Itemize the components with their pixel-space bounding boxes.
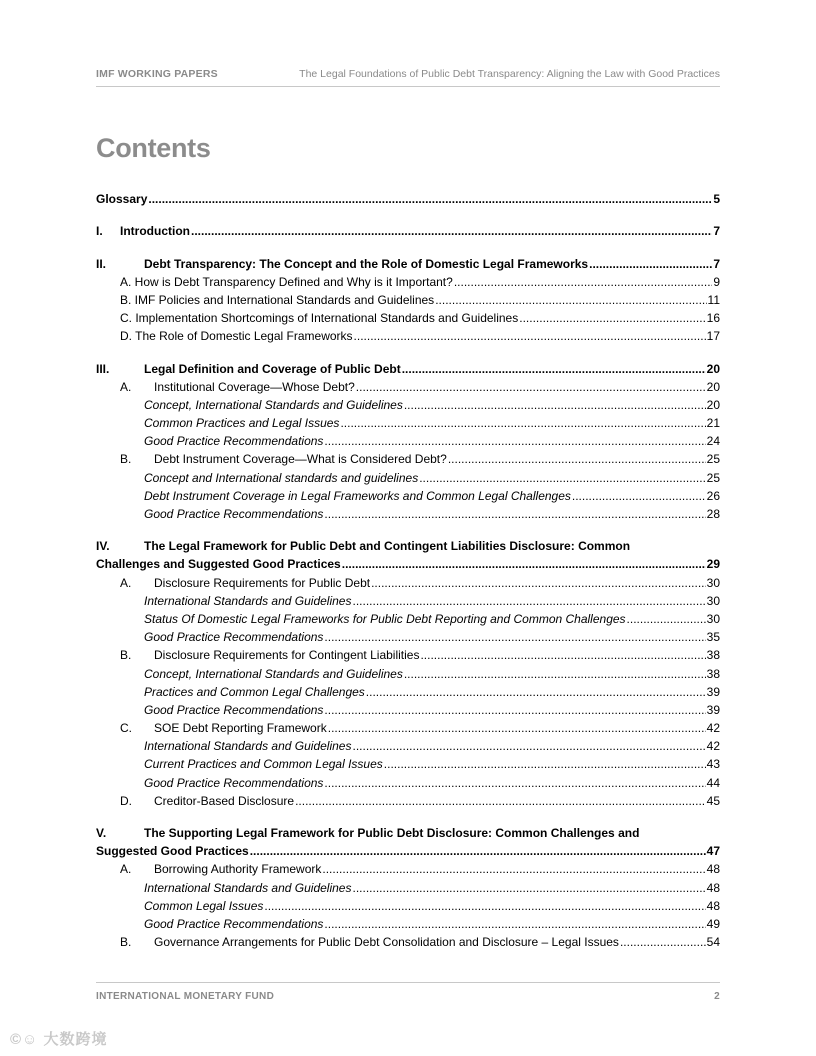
watermark-logo: ©☺ 大数跨境 — [10, 1031, 108, 1048]
toc-entry-title: Concept, International Standards and Guidelines — [144, 397, 403, 412]
toc-subsection-letter: D. — [120, 793, 132, 808]
toc-entry-title: Concept and International standards and guidelines — [144, 470, 419, 485]
toc-leader-dots — [572, 487, 706, 505]
toc-page-number: 30 — [706, 593, 720, 608]
toc-leader-dots — [356, 378, 706, 396]
toc-entry-title: Good Practice Recommendations — [144, 630, 324, 645]
toc-leader-dots — [435, 291, 706, 309]
page-number: 2 — [714, 991, 720, 1002]
toc-subsection-letter: A. — [120, 575, 132, 590]
toc-leader-dots — [250, 842, 706, 860]
toc-section-number: II. — [96, 256, 107, 271]
toc-entry[interactable] — [96, 915, 720, 933]
toc-entry[interactable] — [96, 414, 720, 432]
toc-page-number: 7 — [713, 224, 720, 239]
toc-entry[interactable] — [96, 505, 720, 523]
toc-entry[interactable] — [96, 190, 720, 208]
toc-section-number: V. — [96, 825, 107, 840]
toc-entry-title: Glossary — [96, 192, 148, 207]
toc-entry-title: Introduction — [120, 224, 190, 239]
toc-page-number: 25 — [706, 452, 720, 467]
toc-entry-title: Governance Arrangements for Public Debt Consolidation and Disclosure – Legal Issues — [154, 935, 619, 950]
toc-leader-dots — [324, 701, 705, 719]
toc-leader-dots — [322, 860, 705, 878]
toc-leader-dots — [264, 897, 705, 915]
toc-entry-title: Borrowing Authority Framework — [154, 862, 322, 877]
toc-page-number: 42 — [706, 721, 720, 736]
toc-entry-title: SOE Debt Reporting Framework — [154, 721, 327, 736]
toc-leader-dots — [519, 309, 705, 327]
toc-entry-title: Status Of Domestic Legal Frameworks for Public Debt Reporting and Common Challenges — [144, 611, 626, 626]
toc-entry-title: A. How is Debt Transparency Defined and Why is it Important? — [120, 274, 453, 289]
page-title: Contents — [96, 133, 211, 163]
toc-leader-dots — [324, 915, 705, 933]
toc-page-number: 38 — [706, 648, 720, 663]
toc-entry[interactable] — [96, 573, 720, 591]
toc-entry[interactable] — [96, 378, 720, 396]
toc-page-number: 44 — [706, 775, 720, 790]
toc-section-title: The Legal Framework for Public Debt and Contingent Liabilities Disclosure: Common — [144, 539, 631, 553]
toc-leader-dots — [454, 273, 713, 291]
toc-entry-title: Good Practice Recommendations — [144, 916, 324, 931]
toc-leader-dots — [366, 683, 706, 701]
toc-leader-dots — [295, 792, 706, 810]
toc-leader-dots — [354, 327, 706, 345]
toc-entry[interactable] — [96, 592, 720, 610]
toc-page-number: 48 — [706, 880, 720, 895]
toc-leader-dots — [148, 190, 712, 208]
toc-leader-dots — [448, 450, 706, 468]
toc-entry-title: Current Practices and Common Legal Issues — [144, 757, 383, 772]
toc-section-heading[interactable] — [96, 824, 720, 842]
toc-section-number: III. — [96, 361, 110, 376]
toc-entry-title: Good Practice Recommendations — [144, 775, 324, 790]
toc-entry-title: Practices and Common Legal Challenges — [144, 684, 365, 699]
toc-entry[interactable] — [96, 254, 720, 272]
toc-subsection-letter: A. — [120, 379, 132, 394]
footer-publisher: INTERNATIONAL MONETARY FUND — [96, 991, 275, 1002]
toc-entry-title: Debt Transparency: The Concept and the Role of Domestic Legal Frameworks — [144, 256, 589, 271]
toc-leader-dots — [404, 665, 706, 683]
toc-page-number: 16 — [706, 311, 720, 326]
toc-entry[interactable] — [96, 273, 720, 291]
toc-entry[interactable] — [96, 291, 720, 309]
toc-page-number: 45 — [706, 793, 720, 808]
toc-entry-title: Concept, International Standards and Guidelines — [144, 666, 403, 681]
toc-page-number: 38 — [706, 666, 720, 681]
toc-leader-dots — [324, 505, 705, 523]
toc-page-number: 54 — [706, 935, 720, 950]
toc-leader-dots — [340, 414, 705, 432]
toc-entry[interactable] — [96, 359, 720, 377]
toc-leader-dots — [371, 574, 706, 592]
toc-entry[interactable] — [96, 737, 720, 755]
toc-entry[interactable] — [96, 664, 720, 682]
toc-page-number: 29 — [706, 557, 720, 572]
toc-page-number: 25 — [706, 470, 720, 485]
toc-leader-dots — [324, 432, 705, 450]
toc-leader-dots — [324, 628, 705, 646]
toc-entry[interactable] — [96, 933, 720, 951]
toc-leader-dots — [352, 879, 705, 897]
toc-entry[interactable] — [96, 683, 720, 701]
toc-entry-title: Common Practices and Legal Issues — [144, 416, 340, 431]
toc-entry[interactable] — [96, 897, 720, 915]
toc-leader-dots — [620, 933, 706, 951]
toc-entry[interactable] — [96, 719, 720, 737]
toc-page-number: 49 — [706, 916, 720, 931]
toc-entry-title: Common Legal Issues — [144, 898, 264, 913]
toc-entry-title: Good Practice Recommendations — [144, 702, 324, 717]
toc-entry-title: Debt Instrument Coverage in Legal Frameworks and Common Legal Challenges — [144, 488, 571, 503]
toc-entry[interactable] — [96, 555, 720, 573]
toc-page-number: 39 — [706, 702, 720, 717]
toc-page-number: 47 — [706, 844, 720, 859]
toc-entry[interactable] — [96, 450, 720, 468]
toc-subsection-letter: C. — [120, 721, 132, 736]
toc-entry-title: Disclosure Requirements for Contingent Liabilities — [154, 648, 420, 663]
toc-entry-title: International Standards and Guidelines — [144, 739, 352, 754]
toc-entry[interactable] — [96, 432, 720, 450]
toc-entry[interactable] — [96, 628, 720, 646]
toc-leader-dots — [627, 610, 706, 628]
toc-entry[interactable] — [96, 755, 720, 773]
toc-section-heading[interactable] — [96, 537, 720, 555]
toc-page-number: 20 — [706, 361, 720, 376]
toc-page-number: 48 — [706, 862, 720, 877]
toc-entry[interactable] — [96, 487, 720, 505]
toc-entry-title: Disclosure Requirements for Public Debt — [154, 575, 371, 590]
toc-leader-dots — [352, 737, 705, 755]
toc-page-number: 48 — [706, 898, 720, 913]
toc-entry[interactable] — [96, 860, 720, 878]
header-paper-title: The Legal Foundations of Public Debt Transparency: Aligning the Law with Good Practices — [299, 68, 720, 80]
toc-entry-title: Legal Definition and Coverage of Public Debt — [144, 361, 401, 376]
toc-leader-dots — [342, 555, 706, 573]
toc-page-number: 5 — [713, 192, 720, 207]
toc-page-number: 35 — [706, 630, 720, 645]
toc-section-title-cont: Suggested Good Practices — [96, 844, 249, 859]
toc-page-number: 42 — [706, 739, 720, 754]
toc-entry[interactable] — [96, 646, 720, 664]
toc-subsection-letter: B. — [120, 648, 132, 663]
toc-leader-dots — [420, 646, 705, 664]
toc-entry[interactable] — [96, 396, 720, 414]
toc-page-number: 20 — [706, 379, 720, 394]
toc-section-title: The Supporting Legal Framework for Public Debt Disclosure: Common Challenges and — [144, 825, 640, 840]
page-header — [96, 66, 720, 87]
toc-entry-title: International Standards and Guidelines — [144, 593, 352, 608]
toc-entry-title: Good Practice Recommendations — [144, 507, 324, 521]
toc-entry-title: Good Practice Recommendations — [144, 434, 324, 449]
table-of-contents — [96, 190, 720, 951]
toc-leader-dots — [328, 719, 706, 737]
toc-entry[interactable] — [96, 792, 720, 810]
toc-subsection-letter: B. — [120, 935, 132, 950]
toc-section-number: I. — [96, 224, 103, 239]
toc-page-number: 43 — [706, 757, 720, 772]
toc-entry-title: Creditor-Based Disclosure — [154, 793, 295, 808]
toc-page-number: 17 — [706, 329, 720, 344]
toc-leader-dots — [324, 774, 705, 792]
page-footer — [96, 982, 720, 1002]
toc-entry[interactable] — [96, 701, 720, 719]
toc-leader-dots — [352, 592, 705, 610]
toc-entry[interactable] — [96, 842, 720, 860]
toc-entry-title: D. The Role of Domestic Legal Frameworks — [120, 329, 353, 344]
toc-page-number: 39 — [706, 684, 720, 699]
toc-entry-title: Debt Instrument Coverage—What is Considered Debt? — [154, 452, 447, 467]
toc-entry[interactable] — [96, 327, 720, 345]
toc-page-number: 30 — [706, 575, 720, 590]
toc-section-number: IV. — [96, 539, 110, 553]
toc-entry-title: B. IMF Policies and International Standards and Guidelines — [120, 292, 435, 307]
toc-entry[interactable] — [96, 610, 720, 628]
toc-page-number: 21 — [706, 416, 720, 431]
toc-leader-dots — [402, 360, 706, 378]
toc-entry-title: International Standards and Guidelines — [144, 880, 352, 895]
toc-page-number: 9 — [713, 274, 720, 289]
toc-leader-dots — [404, 396, 706, 414]
toc-leader-dots — [419, 469, 705, 487]
toc-entry[interactable] — [96, 222, 720, 240]
toc-page-number: 28 — [706, 507, 720, 521]
header-series: IMF WORKING PAPERS — [96, 68, 218, 80]
toc-page-number: 20 — [706, 397, 720, 412]
toc-leader-dots — [589, 255, 712, 273]
toc-entry[interactable] — [96, 309, 720, 327]
toc-subsection-letter: B. — [120, 452, 132, 467]
toc-page-number: 11 — [707, 292, 720, 307]
toc-page-number: 30 — [706, 611, 720, 626]
toc-page-number: 7 — [713, 256, 720, 271]
toc-leader-dots — [191, 222, 712, 240]
toc-entry[interactable] — [96, 773, 720, 791]
toc-page-number: 26 — [706, 488, 720, 503]
toc-section-title-cont: Challenges and Suggested Good Practices — [96, 557, 341, 572]
toc-entry[interactable] — [96, 468, 720, 486]
toc-entry-title: Institutional Coverage—Whose Debt? — [154, 379, 355, 394]
toc-subsection-letter: A. — [120, 862, 132, 877]
toc-leader-dots — [384, 755, 706, 773]
toc-page-number: 24 — [706, 434, 720, 449]
toc-entry[interactable] — [96, 878, 720, 896]
toc-entry-title: C. Implementation Shortcomings of International Standards and Guidelines — [120, 311, 519, 326]
